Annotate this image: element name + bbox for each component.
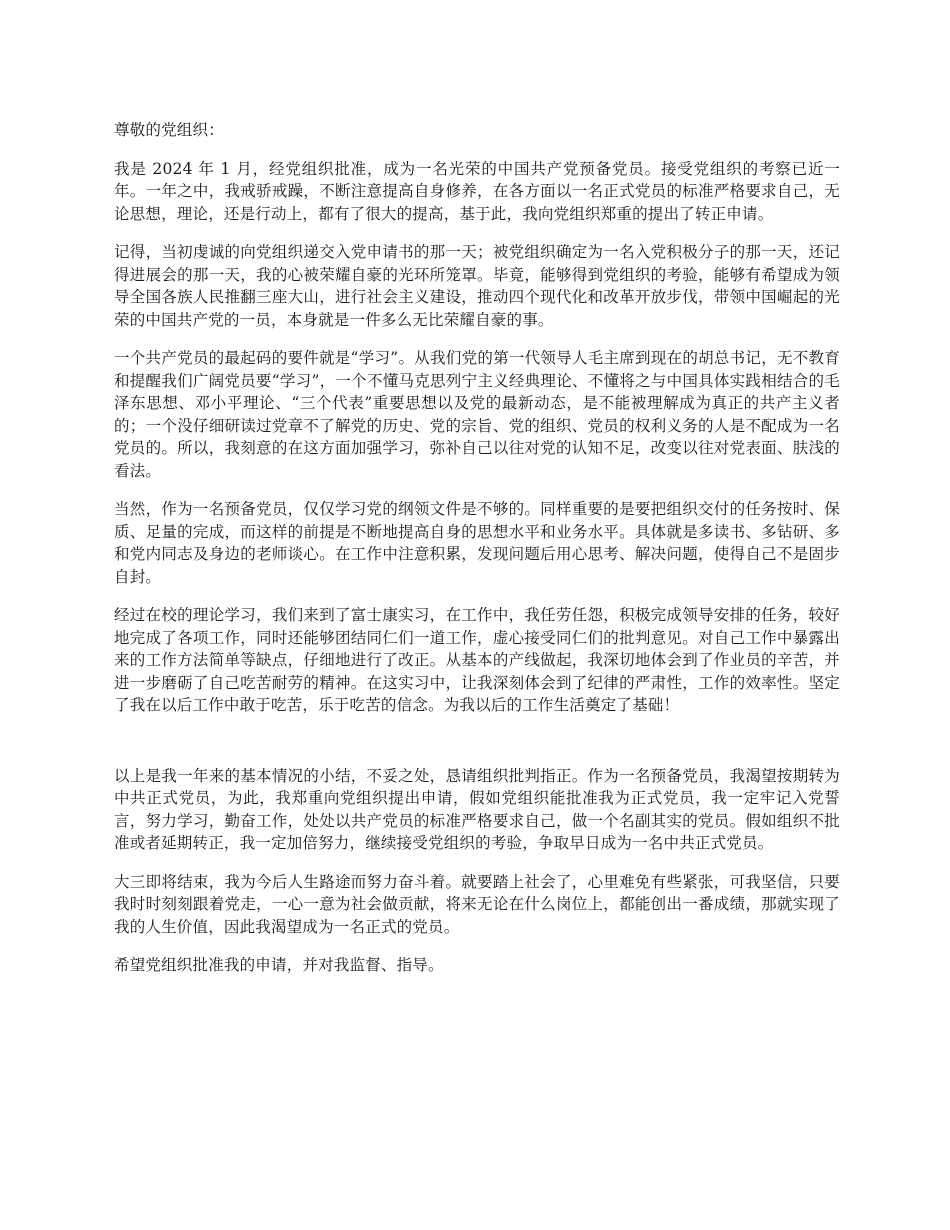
paragraph-intro: 我是 2024 年 1 月，经党组织批准，成为一名光荣的中国共产党预备党员。接受党组织的考察已近一年。一年之中，我戒骄戒躁，不断注意提高自身修养，在各方面以一名正式党员的标准严格要求自己，无论思想，理论，还是行动上，都有了很大的提高，基于此，我向党组织郑重的提出了转正申请。 (114, 159, 840, 223)
paragraph-tasks: 当然，作为一名预备党员，仅仅学习党的纲领文件是不够的。同样重要的是要把组织交付的任务按时、保质、足量的完成，而这样的前提是不断地提高自身的思想水平和业务水平。具体就是多读书、多钻研、多和党内同志及身边的老师谈心。在工作中注意积累，发现问题后用心思考、解决问题，使得自己不是固步自封。 (114, 500, 840, 586)
paragraph-closing: 希望党组织批准我的申请，并对我监督、指导。 (114, 956, 444, 974)
paragraph-internship: 经过在校的理论学习，我们来到了富士康实习，在工作中，我任劳任怨，积极完成领导安排的任务，较好地完成了各项工作，同时还能够团结同仁们一道工作，虚心接受同仁们的批判意见。对自己工作中暴露出来的工作方法简单等缺点，仔细地进行了改正。从基本的产线做起，我深切地体会到了作业员的辛苦，并进一步磨砺了自己吃苦耐劳的精神。在这实习中，让我深刻体会到了纪律的严肃性，工作的效率性。坚定了我在以后工作中敢于吃苦，乐于吃苦的信念。为我以后的工作生活奠定了基础！ (114, 606, 840, 714)
letter-body (114, 119, 840, 993)
paragraph-study: 一个共产党员的最起码的要件就是“学习”。从我们党的第一代领导人毛主席到现在的胡总书记，无不教育和提醒我们广阔党员要“学习”，一个不懂马克思列宁主义经典理论、不懂将之与中国具体实践相结合的毛泽东思想、邓小平理论、“三个代表”重要思想以及党的最新动态，是不能被理解成为真正的共产主义者的；一个没仔细研读过党章不了解党的历史、党的宗旨、党的组织、党员的权利义务的人是不配成为一名党员的。所以，我刻意的在这方面加强学习，弥补自己以往对党的认知不足，改变以往对党表面、肤浅的看法。 (114, 349, 840, 480)
paragraph-future: 大三即将结束，我为今后人生路途而努力奋斗着。就要踏上社会了，心里难免有些紧张，可我坚信，只要我时时刻刻跟着党走，一心一意为社会做贡献，将来无论在什么岗位上，都能创出一番成绩，那就实现了我的人生价值，因此我渴望成为一名正式的党员。 (114, 872, 840, 936)
paragraph-memory: 记得，当初虔诚的向党组织递交入党申请书的那一天；被党组织确定为一名入党积极分子的那一天，还记得进展会的那一天，我的心被荣耀自豪的光环所笼罩。毕竟，能够得到党组织的考验，能够有希望成为领导全国各族人民推翻三座大山，进行社会主义建设，推动四个现代化和改革开放步伐，带领中国崛起的光荣的中国共产党的一员，本身就是一件多么无比荣耀自豪的事。 (114, 243, 840, 329)
paragraph-summary: 以上是我一年来的基本情况的小结，不妥之处，恳请组织批判指正。作为一名预备党员，我渴望按期转为中共正式党员，为此，我郑重向党组织提出申请，假如党组织能批准我为正式党员，我一定牢记入党誓言，努力学习，勤奋工作，处处以共产党员的标准严格要求自己，做一个名副其实的党员。假如组织不批准或者延期转正，我一定加倍努力，继续接受党组织的考验，争取早日成为一名中共正式党员。 (114, 766, 840, 852)
salutation: 尊敬的党组织： (114, 121, 224, 139)
